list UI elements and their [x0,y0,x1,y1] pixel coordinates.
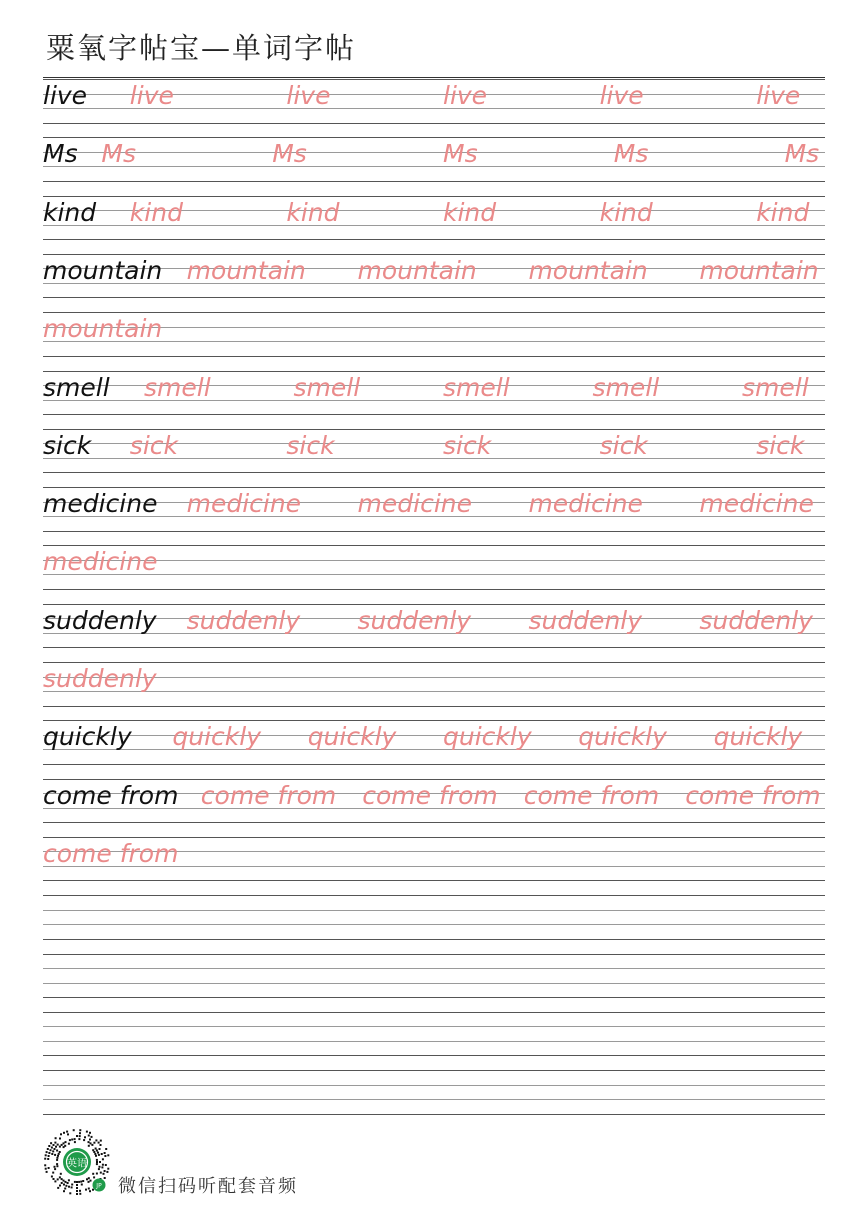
guide-line [43,531,825,532]
trace-word: sick [756,430,805,460]
trace-word: sick [286,430,335,460]
guide-line [43,574,825,575]
guide-line [43,604,825,605]
trace-word: live [756,81,801,110]
guide-line [43,487,825,488]
guide-line [43,677,825,678]
trace-word: medicine [43,547,158,577]
trace-word: live [129,81,174,110]
guide-line [43,1026,825,1027]
model-word: mountain [43,255,163,285]
practice-row [43,1012,825,1056]
trace-word: sick [443,430,492,460]
trace-word: quickly [307,722,397,752]
guide-line [43,181,825,182]
practice-row [43,895,825,939]
guide-line [43,166,825,167]
trace-word: Ms [613,139,649,169]
guide-line [43,414,825,415]
trace-word: kind [129,197,183,227]
trace-word: smell [144,372,211,402]
trace-word: suddenly [186,605,301,635]
practice-row [43,954,825,998]
trace-word: suddenly [357,605,472,635]
guide-line [43,545,825,546]
practice-row [43,779,825,823]
guide-line [43,196,825,197]
guide-line [43,123,825,124]
practice-row [43,662,825,706]
guide-line [43,924,825,925]
trace-word: medicine [699,489,814,519]
guide-line [43,983,825,984]
trace-word: mountain [528,255,648,285]
trace-word: smell [592,372,660,402]
guide-line [43,79,825,80]
trace-word: smell [293,372,361,402]
trace-word: suddenly [43,664,157,693]
trace-word: kind [286,197,340,227]
trace-word: quickly [578,722,667,752]
guide-line [43,152,825,153]
guide-line [43,429,825,430]
trace-word: live [286,81,331,110]
guide-line [43,1085,825,1086]
trace-word: live [599,81,644,110]
trace-word: come from [685,780,821,810]
trace-word: mountain [357,255,477,285]
practice-row [43,604,825,648]
trace-word: medicine [186,489,302,519]
guide-line [43,779,825,780]
guide-line [43,735,825,736]
practice-row [43,837,825,881]
model-word: smell [43,372,110,402]
practice-row [43,254,825,298]
guide-line [43,1055,825,1056]
practice-row [43,137,825,181]
guide-line [43,1070,825,1071]
guide-line [43,997,825,998]
trace-word: quickly [713,722,803,752]
model-word: live [43,81,88,110]
trace-word: suddenly [699,605,813,635]
guide-line [43,822,825,823]
guide-line [43,312,825,313]
model-word: medicine [43,489,158,519]
guide-line [43,968,825,969]
trace-word: quickly [172,722,262,752]
practice-row [43,79,825,123]
trace-word: Ms [784,139,820,169]
practice-row [43,371,825,415]
trace-word: Ms [101,139,136,169]
guide-line [43,720,825,721]
trace-word: quickly [443,722,532,752]
guide-line [43,239,825,240]
trace-word: sick [599,430,648,460]
guide-line [43,880,825,881]
guide-line [43,895,825,896]
guide-line [43,371,825,372]
guide-line [43,560,825,561]
guide-line [43,297,825,298]
guide-line [43,1041,825,1042]
trace-word: sick [129,430,178,460]
model-word: kind [43,197,97,227]
trace-word: Ms [272,139,307,169]
practice-row [43,720,825,764]
model-word: suddenly [43,605,157,635]
model-word: come from [43,780,179,810]
qr-code-icon[interactable] [42,1128,112,1198]
qr-mini-badge: JP [96,1182,102,1190]
trace-word: live [443,81,488,110]
guide-line [43,254,825,255]
guide-line [43,137,825,138]
trace-word: kind [756,197,810,227]
trace-word: mountain [43,314,163,344]
trace-word: smell [443,372,510,402]
model-word: Ms [43,139,78,169]
practice-row [43,1070,825,1114]
guide-line [43,706,825,707]
guide-line [43,356,825,357]
trace-word: come from [200,780,337,810]
guide-line [43,662,825,663]
guide-line [43,1012,825,1013]
guide-line [43,1099,825,1100]
trace-word: mountain [186,255,306,285]
trace-word: suddenly [528,605,643,635]
audio-caption: 微信扫码听配套音频 [118,1176,298,1197]
page-title: 粟氧字帖宝—单词字帖 [46,31,357,65]
guide-line [43,749,825,750]
trace-word: come from [43,838,179,868]
practice-row [43,487,825,531]
model-word: quickly [43,722,132,752]
guide-line [43,589,825,590]
practice-row [43,545,825,589]
trace-word: medicine [528,489,643,519]
guide-line [43,1114,825,1115]
guide-line [43,939,825,940]
model-word: sick [43,430,92,460]
trace-word: come from [362,780,498,810]
guide-line [43,647,825,648]
trace-word: kind [443,197,497,227]
trace-word: Ms [443,139,478,169]
practice-row [43,196,825,240]
trace-word: medicine [357,489,472,519]
trace-word: mountain [699,255,819,285]
guide-line [43,472,825,473]
guide-line [43,837,825,838]
practice-row [43,429,825,473]
guide-line [43,910,825,911]
trace-word: kind [599,197,653,227]
guide-line [43,764,825,765]
guide-line [43,954,825,955]
trace-word: come from [523,780,660,810]
trace-word: smell [742,372,809,402]
title-divider [43,77,825,78]
guide-line [43,691,825,692]
practice-row [43,312,825,356]
qr-badge-text: 英语 [67,1158,87,1170]
